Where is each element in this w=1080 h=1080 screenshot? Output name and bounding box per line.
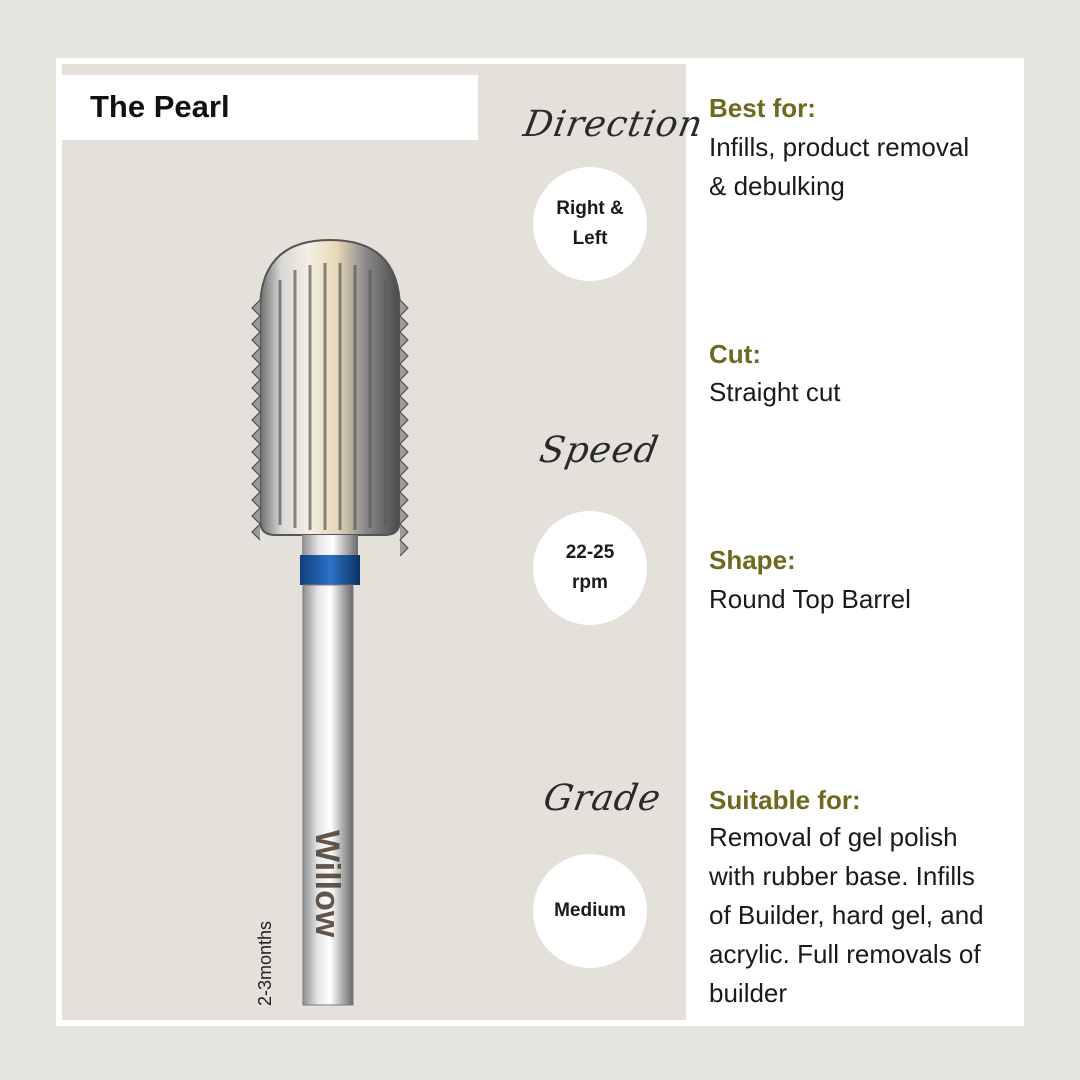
- suitable-for-label: Suitable for:: [709, 785, 861, 815]
- speed-heading: Speed: [536, 430, 662, 471]
- suitable-for-line: Removal of gel polish: [709, 822, 958, 852]
- suitable-for-value: [709, 818, 1009, 1013]
- shape-value: [709, 580, 1009, 619]
- grade-circle: [533, 854, 647, 968]
- best-for-label: Best for:: [709, 93, 816, 123]
- suitable-for-line: acrylic. Full removals of: [709, 939, 981, 969]
- direction-value-line2: Left: [572, 228, 608, 249]
- lifespan-label: 2-3months: [255, 920, 275, 1006]
- speed-value-line2: rpm: [572, 572, 608, 593]
- grade-value: Medium: [554, 900, 626, 921]
- direction-circle: [533, 167, 647, 281]
- cut-line: Straight cut: [709, 377, 841, 407]
- cut-label: Cut:: [709, 339, 761, 369]
- product-title: The Pearl: [90, 89, 230, 124]
- direction-heading: Direction: [520, 104, 707, 145]
- speed-circle: [533, 511, 647, 625]
- speed-value-line1: 22-25: [565, 542, 615, 563]
- direction-value-line1: Right &: [556, 198, 624, 219]
- nail-drill-bit-image: [240, 230, 420, 1010]
- best-for-line: & debulking: [709, 171, 845, 201]
- shape-label: Shape:: [709, 545, 796, 575]
- suitable-for-line: of Builder, hard gel, and: [709, 900, 984, 930]
- grade-heading: Grade: [540, 778, 665, 819]
- cut-value: [709, 373, 1009, 412]
- best-for-value: [709, 128, 1009, 206]
- suitable-for-line: with rubber base. Infills: [709, 861, 975, 891]
- best-for-line: Infills, product removal: [709, 132, 970, 162]
- shape-line: Round Top Barrel: [709, 584, 911, 614]
- brand-engraving: Willow: [308, 830, 346, 938]
- suitable-for-line: builder: [709, 978, 788, 1008]
